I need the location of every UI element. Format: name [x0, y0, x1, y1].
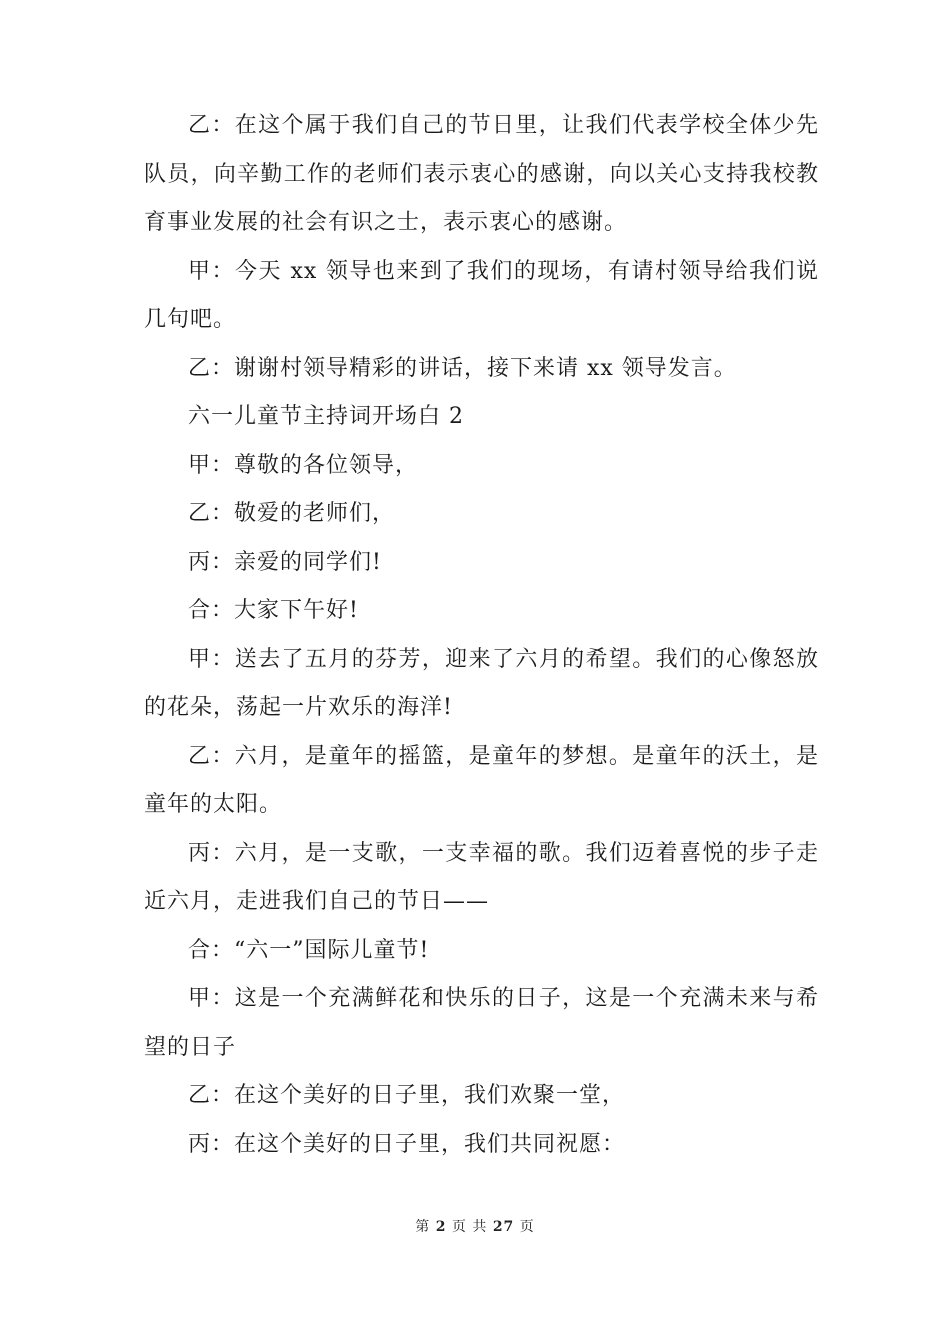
paragraph: 合：“六一”国际儿童节! [188, 937, 430, 963]
paragraph: 乙：在这个属于我们自己的节日里，让我们代表学校全体少先队员，向辛勤工作的老师们表示衷心的感谢，向以关心支持我校教育事业发展的社会有识之士，表示衷心的感谢。 [144, 113, 819, 235]
paragraph: 丙：亲爱的同学们! [188, 549, 382, 575]
paragraph: 甲：送去了五月的芬芳，迎来了六月的希望。我们的心像怒放的花朵，荡起一片欢乐的海洋! [144, 646, 819, 720]
section-heading: 六一儿童节主持词开场白 2 [188, 404, 464, 429]
paragraph: 乙：谢谢村领导精彩的讲话，接下来请 xx 领导发言。 [188, 355, 737, 381]
footer-prefix: 第 [415, 1219, 431, 1235]
footer-middle: 页 共 [451, 1219, 488, 1235]
paragraph: 乙：敬爱的老师们， [188, 501, 396, 526]
paragraph: 乙：六月，是童年的摇篮，是童年的梦想。是童年的沃土，是童年的太阳。 [144, 743, 819, 817]
page-footer [0, 1216, 950, 1236]
paragraph: 合：大家下午好! [188, 598, 359, 623]
paragraph: 甲：今天 xx 领导也来到了我们的现场，有请村领导给我们说几句吧。 [144, 258, 819, 332]
footer-suffix: 页 [519, 1219, 535, 1235]
paragraph: 甲：这是一个充满鲜花和快乐的日子，这是一个充满未来与希望的日子 [144, 986, 819, 1060]
current-page-number: 2 [435, 1219, 447, 1235]
paragraph: 丙：在这个美好的日子里，我们共同祝愿： [188, 1131, 626, 1157]
paragraph: 乙：在这个美好的日子里，我们欢聚一堂， [188, 1083, 626, 1108]
paragraph: 丙：六月，是一支歌，一支幸福的歌。我们迈着喜悦的步子走近六月，走进我们自己的节日—— [144, 840, 819, 914]
document-body [144, 102, 819, 1169]
paragraph: 甲：尊敬的各位领导， [188, 452, 419, 478]
total-page-count: 27 [492, 1219, 515, 1235]
